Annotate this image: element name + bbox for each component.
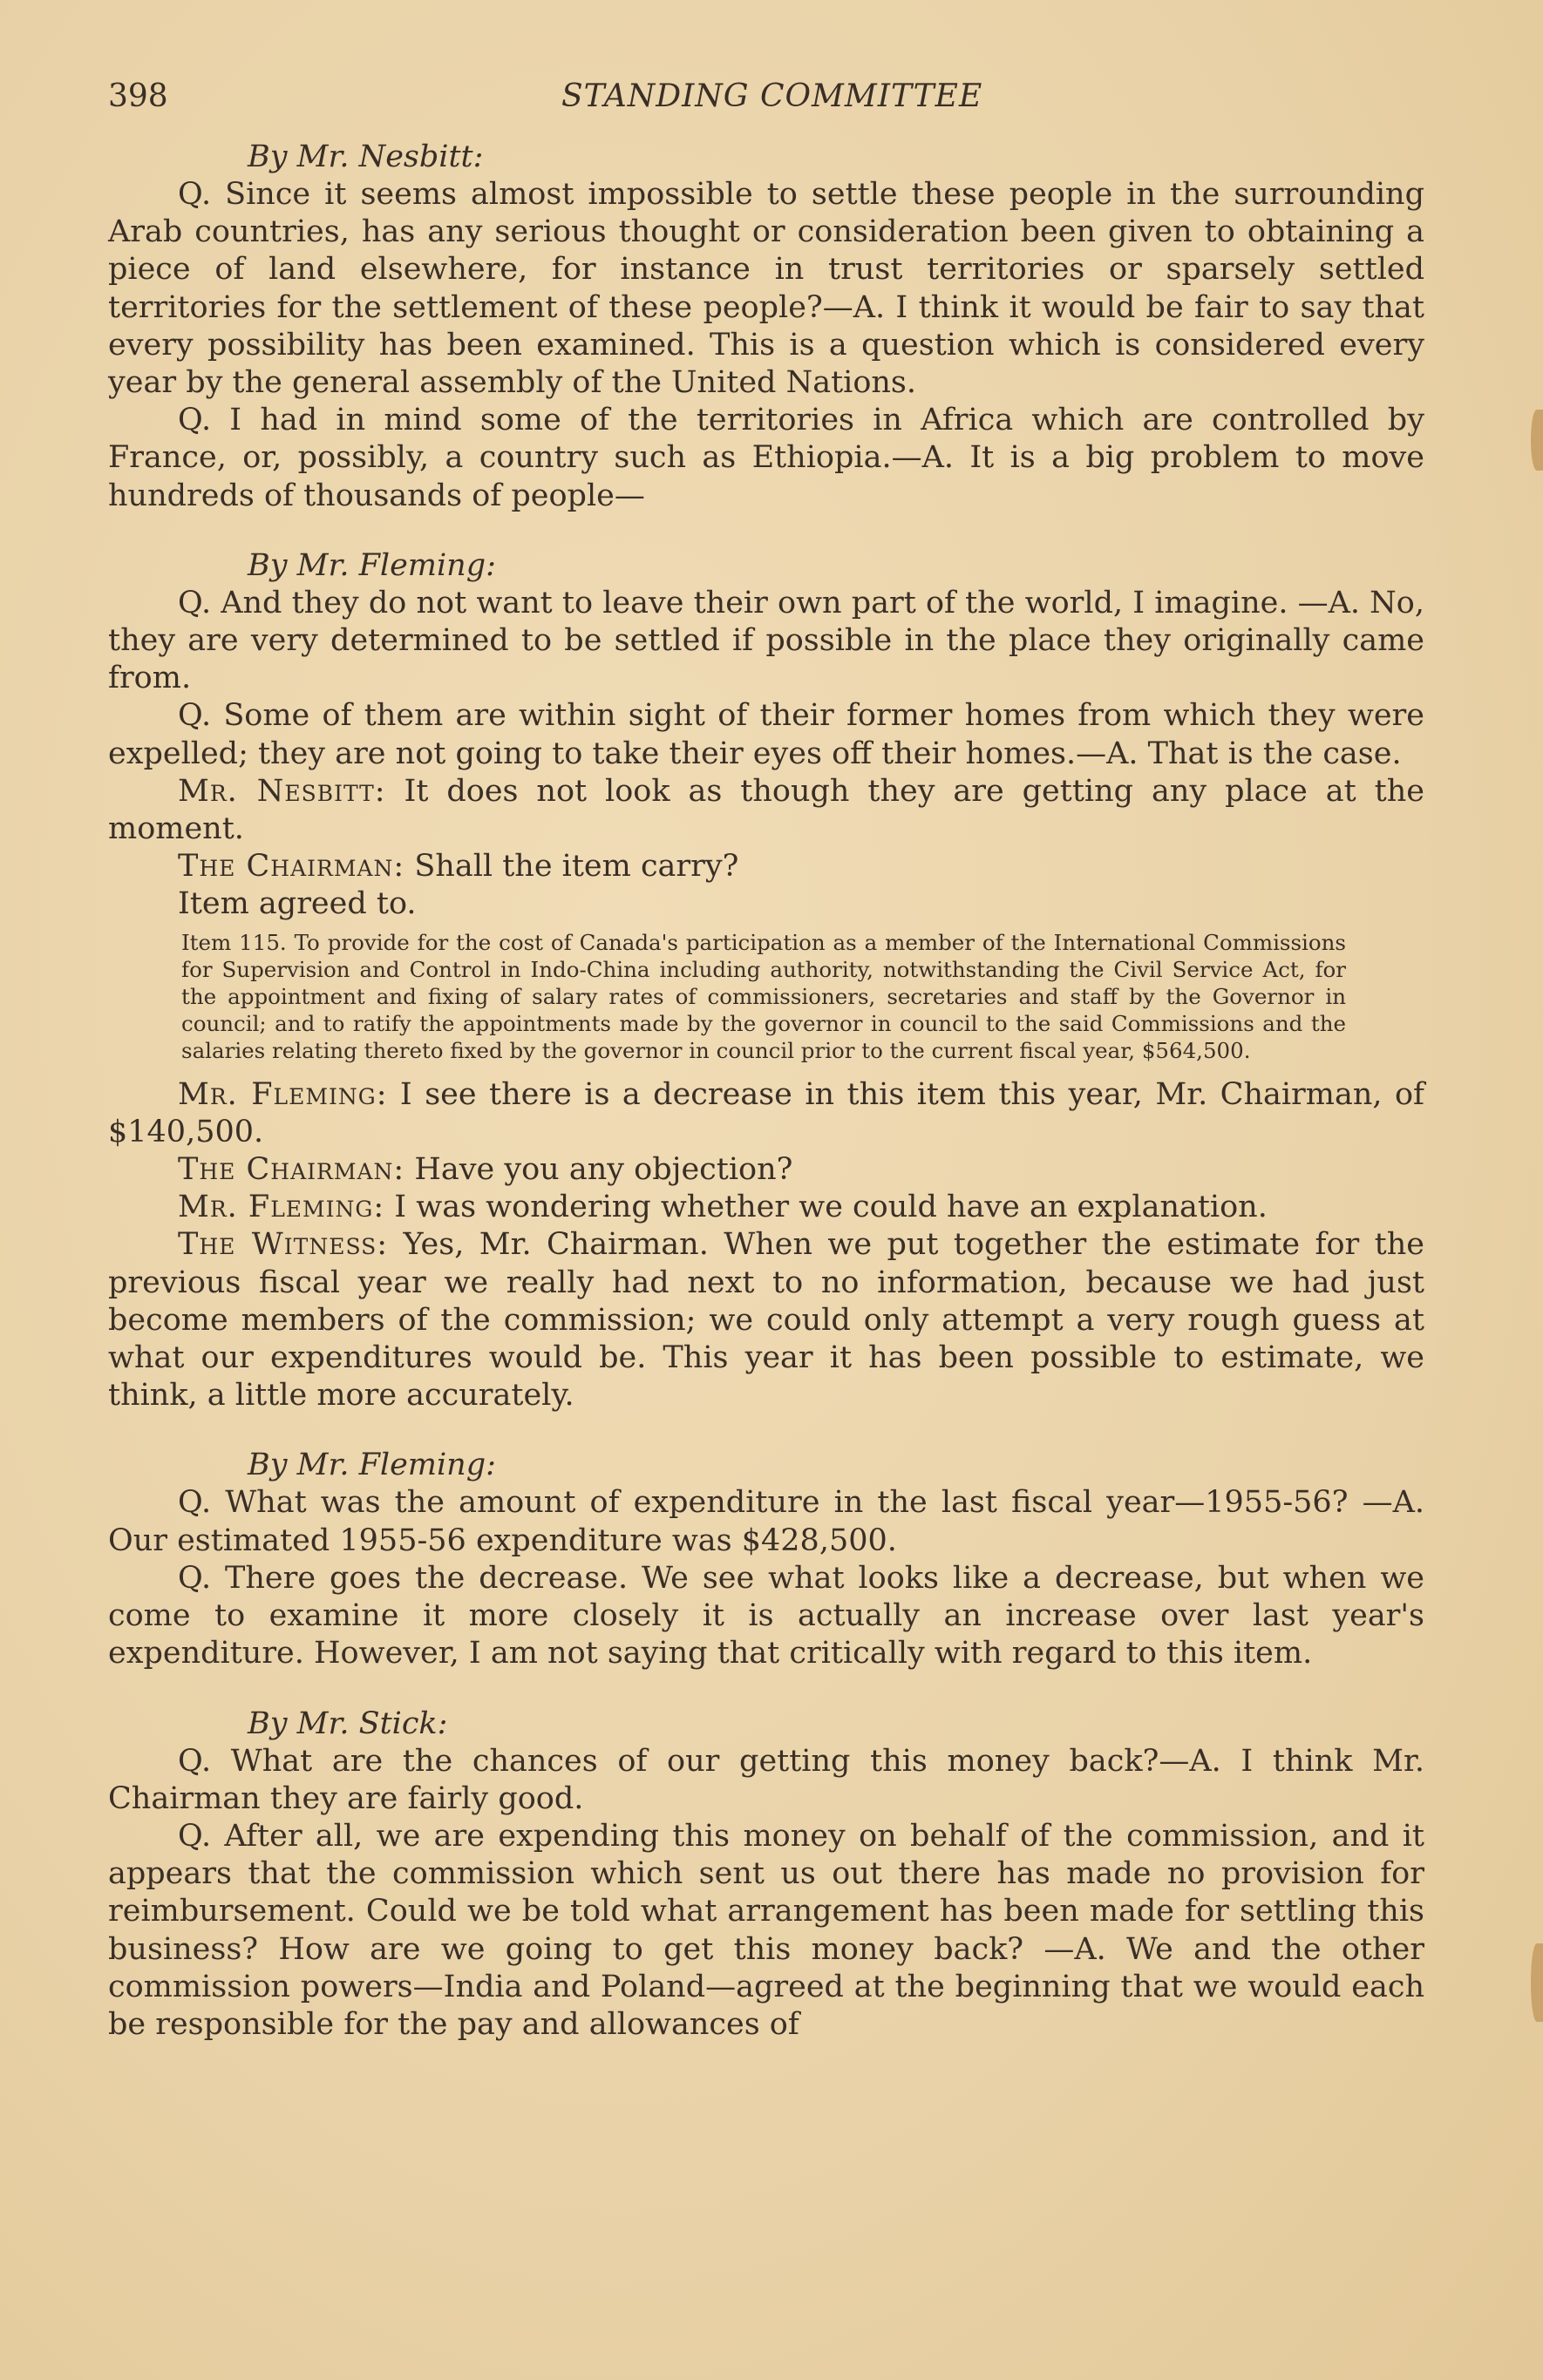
speaker-name: Mr. Fleming: xyxy=(178,1076,388,1112)
paragraph: Item agreed to. xyxy=(178,886,417,922)
document-page xyxy=(108,78,1424,2044)
speaker-name: The Witness: xyxy=(178,1227,389,1263)
paragraph: Q. I had in mind some of the territories in Africa which are controlled by France, or, possibly, a country such as Ethiopia.—A. It is a big problem to move hundreds of thousands of people— xyxy=(108,403,1424,513)
speech-paragraph xyxy=(108,1151,1424,1189)
speech-text: Yes, Mr. Chairman. When we put together the estimate for the previous fiscal year we really had next to no information, because we had just become members of the commission; we could only attempt a very rough guess at what our expenditures would be. This year it has been possible to estimate, we think, a little more accurately. xyxy=(108,1227,1424,1414)
speaker-name: The Chairman: xyxy=(178,1152,405,1188)
speech-text: It does not look as though they are getting any place at the moment. xyxy=(108,773,1424,847)
paragraph: Q. Since it seems almost impossible to settle these people in the surrounding Arab countries, has any serious thought or consideration been given to obtaining a piece of land elsewhere, for instance in trust territories or sparsely settled territories for the settlement of these people?—A. I think it would be fair to say that every possibility has been examined. This is a question which is considered every year by the general assembly of the United Nations. xyxy=(108,177,1424,401)
speaker-name: The Chairman: xyxy=(178,849,405,885)
paragraph: Q. What are the chances of our getting this money back?—A. I think Mr. Chairman they are fairly good. xyxy=(108,1743,1424,1816)
speech-paragraph xyxy=(108,1226,1424,1414)
page-header xyxy=(108,78,1424,122)
speaker-heading: By Mr. Fleming: xyxy=(248,547,496,583)
speech-text: I see there is a decrease in this item this year, Mr. Chairman, of $140,500. xyxy=(108,1076,1424,1149)
paragraph: Q. There goes the decrease. We see what looks like a decrease, but when we come to examine it more closely it is actually an increase over last year's expenditure. However, I am not saying that critically with regard to this item. xyxy=(108,1560,1424,1671)
speaker-heading: By Mr. Nesbitt: xyxy=(248,139,484,174)
paragraph: Q. And they do not want to leave their own part of the world, I imagine. —A. No, they are very determined to be settled if possible in the place they originally came from. xyxy=(108,585,1424,696)
speaker-heading: By Mr. Stick: xyxy=(248,1705,448,1741)
speaker-name: Mr. Fleming: xyxy=(178,1190,385,1225)
paragraph: Q. What was the amount of expenditure in the last fiscal year—1955-56? —A. Our estimated 1955-56 expenditure was $428,500. xyxy=(108,1485,1424,1558)
speech-text: I was wondering whether we could have an explanation. xyxy=(384,1190,1268,1225)
page-edge-stain-top xyxy=(1531,410,1543,471)
speech-paragraph xyxy=(108,848,1424,885)
speech-text: Shall the item carry? xyxy=(404,849,739,885)
estimate-item: Item 115. To provide for the cost of Canada's participation as a member of the International Commissions for Supervision and Control in Indo-China including authority, notwithstanding the Civil Service Act, for the appointment and fixing of salary rates of commissioners, secretaries and staff by the Governor in council; and to ratify the appointments made by the governor in council to the said Commissions and the salaries relating thereto fixed by the governor in council prior to the current fiscal year, $564,500. xyxy=(181,929,1346,1063)
speaker-name: Mr. Nesbitt: xyxy=(178,773,386,809)
page-edge-stain-bottom xyxy=(1531,1943,1543,2022)
paragraph: Q. Some of them are within sight of their former homes from which they were expelled; they are not going to take their eyes off their homes.—A. That is the case. xyxy=(108,698,1424,771)
running-title: STANDING COMMITTEE xyxy=(561,78,983,114)
speech-paragraph xyxy=(108,1076,1424,1151)
speech-paragraph xyxy=(108,773,1424,848)
speech-paragraph xyxy=(108,1189,1424,1226)
speaker-heading: By Mr. Fleming: xyxy=(248,1448,496,1483)
paragraph: Q. After all, we are expending this money on behalf of the commission, and it appears that the commission which sent us out there has made no provision for reimbursement. Could we be told what arrangement has been made for settling this business? How are we going to get this money back? —A. We and the other commission powers—India and Poland—agreed at the beginning that we would each be responsible for the pay and allowances of xyxy=(108,1818,1424,2042)
page-number: 398 xyxy=(108,78,168,114)
speech-text: Have you any objection? xyxy=(404,1152,793,1188)
